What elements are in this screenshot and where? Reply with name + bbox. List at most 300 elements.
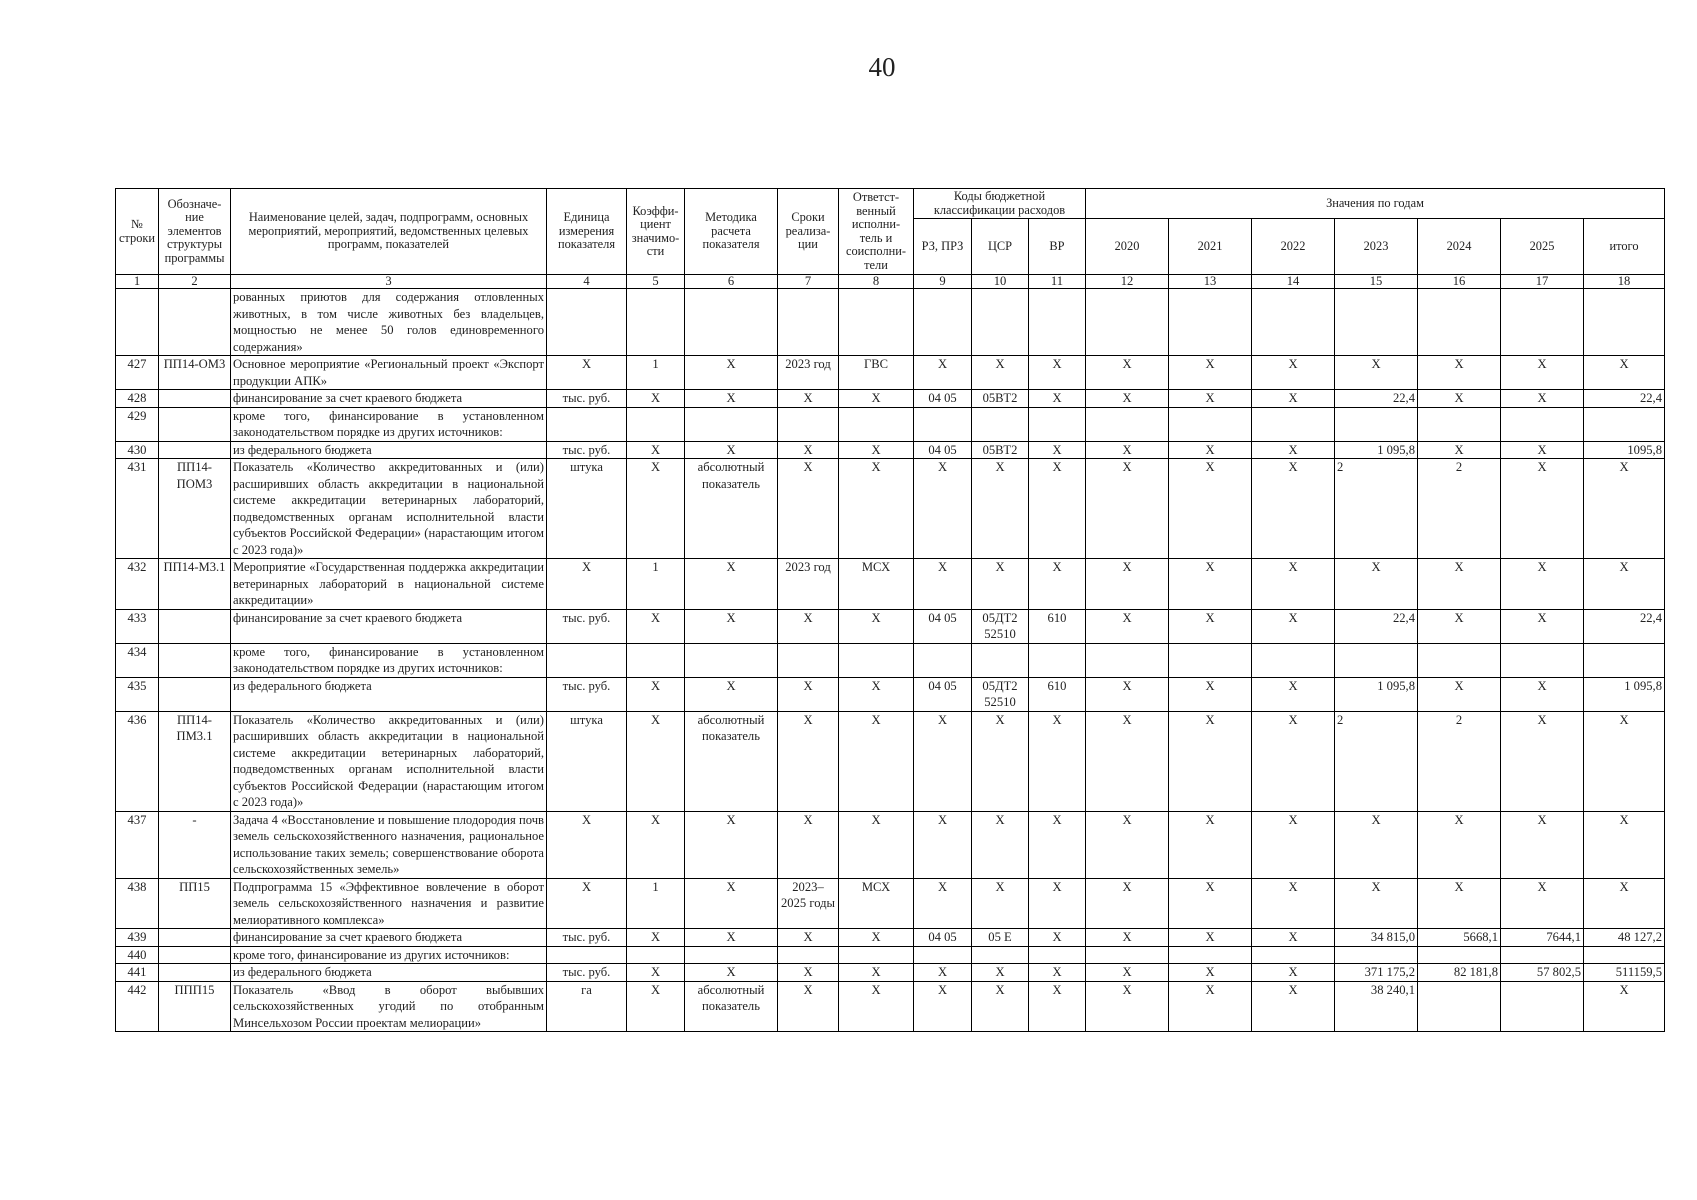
value-total-cell: 48 127,2 [1584,929,1665,947]
vr-cell: Х [1029,929,1086,947]
designation-cell: ПП14-М3.1 [159,559,231,610]
value-2024-cell: Х [1418,559,1501,610]
value-total-cell [1584,946,1665,964]
value-2021-cell [1169,289,1252,356]
value-2021-cell: Х [1169,981,1252,1032]
header-row-no: № строки [116,189,159,275]
header-year-2025: 2025 [1501,219,1584,275]
name-cell: финансирование за счет краевого бюджета [231,609,547,643]
rz-prz-cell: Х [914,981,972,1032]
value-2025-cell: Х [1501,609,1584,643]
csr-cell: Х [972,981,1029,1032]
designation-cell: ПП14-ПМ3.1 [159,711,231,811]
value-2020-cell [1086,643,1169,677]
value-2024-cell: Х [1418,441,1501,459]
value-total-cell: Х [1584,981,1665,1032]
method-cell [685,946,778,964]
value-2025-cell: Х [1501,677,1584,711]
rz-prz-cell: Х [914,878,972,929]
designation-cell [159,441,231,459]
value-total-cell [1584,407,1665,441]
name-cell: Подпрограмма 15 «Эффективное вовлечение в оборот земель сельскохозяйственного назначения и развитие мелиоративного комплекса» [231,878,547,929]
value-2025-cell: 7644,1 [1501,929,1584,947]
table-row [116,643,1665,677]
value-total-cell: 511159,5 [1584,964,1665,982]
value-2022-cell: Х [1252,356,1335,390]
column-numbers-row [116,275,1665,289]
name-cell: кроме того, финансирование в установленном законодательством порядке из других источников: [231,407,547,441]
csr-cell: Х [972,878,1029,929]
table-row [116,559,1665,610]
method-cell [685,289,778,356]
unit-cell: тыс. руб. [547,964,627,982]
value-2025-cell: Х [1501,356,1584,390]
coefficient-cell: Х [627,929,685,947]
responsible-cell: МСХ [839,559,914,610]
csr-cell [972,289,1029,356]
value-2025-cell: Х [1501,441,1584,459]
csr-cell: 05 Е [972,929,1029,947]
terms-cell: Х [778,964,839,982]
coefficient-cell: Х [627,811,685,878]
coefficient-cell: Х [627,609,685,643]
header-year-2021: 2021 [1169,219,1252,275]
header-rz: РЗ, ПРЗ [914,219,972,275]
value-2021-cell: Х [1169,677,1252,711]
row-number-cell: 432 [116,559,159,610]
value-2023-cell [1335,643,1418,677]
value-2023-cell [1335,946,1418,964]
responsible-cell [839,643,914,677]
table-row [116,811,1665,878]
vr-cell: Х [1029,711,1086,811]
vr-cell [1029,643,1086,677]
vr-cell: 610 [1029,677,1086,711]
value-2020-cell: Х [1086,609,1169,643]
table-row [116,964,1665,982]
value-2023-cell: 1 095,8 [1335,677,1418,711]
vr-cell [1029,407,1086,441]
value-2025-cell [1501,643,1584,677]
column-number: 16 [1418,275,1501,289]
name-cell: рованных приютов для содержания отловленных животных, в том числе животных без владельцев, мощностью не менее 50 голов единовременного содержания» [231,289,547,356]
coefficient-cell: Х [627,677,685,711]
terms-cell: Х [778,459,839,559]
row-number-cell: 442 [116,981,159,1032]
value-2021-cell: Х [1169,441,1252,459]
name-cell: Мероприятие «Государственная поддержка аккредитации ветеринарных лабораторий в национальной системе аккредитации» [231,559,547,610]
table-row [116,946,1665,964]
vr-cell: Х [1029,981,1086,1032]
responsible-cell: Х [839,441,914,459]
row-number-cell: 430 [116,441,159,459]
column-number: 4 [547,275,627,289]
value-2021-cell: Х [1169,356,1252,390]
rz-prz-cell: Х [914,459,972,559]
coefficient-cell [627,407,685,441]
header-designation: Обозначе-ние элементов структуры программы [159,189,231,275]
value-2024-cell: 82 181,8 [1418,964,1501,982]
table-row [116,356,1665,390]
rz-prz-cell: Х [914,964,972,982]
unit-cell [547,289,627,356]
unit-cell: Х [547,356,627,390]
value-2022-cell [1252,643,1335,677]
method-cell: Х [685,356,778,390]
terms-cell [778,407,839,441]
designation-cell [159,677,231,711]
value-2024-cell [1418,981,1501,1032]
value-2022-cell: Х [1252,964,1335,982]
designation-cell [159,643,231,677]
value-2024-cell: Х [1418,390,1501,408]
csr-cell: Х [972,711,1029,811]
header-name: Наименование целей, задач, подпрограмм, основных мероприятий, мероприятий, ведомственных целевых программ, показателей [231,189,547,275]
method-cell: Х [685,964,778,982]
terms-cell [778,643,839,677]
value-2023-cell: 22,4 [1335,390,1418,408]
name-cell: кроме того, финансирование в установленном законодательством порядке из других источников: [231,643,547,677]
name-cell: Показатель «Ввод в оборот выбывших сельскохозяйственных угодий по отобранным Минсельхозом России проектам мелиорации» [231,981,547,1032]
designation-cell: ПП14-ОМ3 [159,356,231,390]
csr-cell: Х [972,811,1029,878]
name-cell: из федерального бюджета [231,677,547,711]
column-number: 10 [972,275,1029,289]
value-2020-cell: Х [1086,677,1169,711]
method-cell: абсолютный показатель [685,711,778,811]
unit-cell: Х [547,811,627,878]
name-cell: Основное мероприятие «Региональный проект «Экспорт продукции АПК» [231,356,547,390]
csr-cell: 05ВТ2 [972,441,1029,459]
rz-prz-cell: 04 05 [914,609,972,643]
value-2020-cell: Х [1086,929,1169,947]
column-number: 11 [1029,275,1086,289]
vr-cell: Х [1029,964,1086,982]
value-2022-cell [1252,946,1335,964]
unit-cell: тыс. руб. [547,609,627,643]
value-2024-cell: 2 [1418,711,1501,811]
rz-prz-cell: Х [914,356,972,390]
responsible-cell: Х [839,677,914,711]
value-2020-cell [1086,407,1169,441]
rz-prz-cell: Х [914,559,972,610]
value-total-cell [1584,289,1665,356]
rz-prz-cell: 04 05 [914,390,972,408]
rz-prz-cell: 04 05 [914,441,972,459]
column-number: 7 [778,275,839,289]
terms-cell: Х [778,677,839,711]
value-2023-cell [1335,407,1418,441]
vr-cell [1029,289,1086,356]
coefficient-cell: 1 [627,356,685,390]
value-2023-cell: 1 095,8 [1335,441,1418,459]
name-cell: из федерального бюджета [231,964,547,982]
header-vr: ВР [1029,219,1086,275]
coefficient-cell [627,289,685,356]
unit-cell: тыс. руб. [547,677,627,711]
value-2025-cell [1501,946,1584,964]
value-2021-cell: Х [1169,711,1252,811]
value-total-cell: 22,4 [1584,609,1665,643]
responsible-cell: Х [839,711,914,811]
row-number-cell: 429 [116,407,159,441]
csr-cell: 05ДТ2 52510 [972,677,1029,711]
value-2025-cell: Х [1501,878,1584,929]
table-row [116,929,1665,947]
designation-cell [159,407,231,441]
value-2024-cell [1418,946,1501,964]
program-table [115,188,1665,1032]
row-number-cell: 428 [116,390,159,408]
terms-cell: Х [778,811,839,878]
value-2020-cell [1086,946,1169,964]
coefficient-cell: Х [627,981,685,1032]
value-2024-cell [1418,289,1501,356]
unit-cell: штука [547,711,627,811]
designation-cell: - [159,811,231,878]
column-number: 15 [1335,275,1418,289]
value-2021-cell: Х [1169,929,1252,947]
responsible-cell: Х [839,390,914,408]
value-2021-cell [1169,946,1252,964]
terms-cell [778,289,839,356]
value-total-cell: Х [1584,878,1665,929]
table-row [116,459,1665,559]
row-number-cell: 438 [116,878,159,929]
value-2023-cell: 22,4 [1335,609,1418,643]
rz-prz-cell: Х [914,711,972,811]
header-unit: Единица измерения показателя [547,189,627,275]
unit-cell [547,643,627,677]
table-row [116,441,1665,459]
value-2020-cell: Х [1086,878,1169,929]
row-number-cell: 437 [116,811,159,878]
coefficient-cell: Х [627,441,685,459]
value-2024-cell: Х [1418,356,1501,390]
column-number: 2 [159,275,231,289]
value-2022-cell [1252,407,1335,441]
name-cell: Показатель «Количество аккредитованных и (или) расширивших область аккредитации в национальной системе аккредитации ветеринарных лабораторий, подведомственных органам исполнительной власти субъектов Российской Федерации (нарастающим итогом с 2023 года)» [231,711,547,811]
responsible-cell: Х [839,459,914,559]
column-number: 13 [1169,275,1252,289]
value-total-cell: Х [1584,811,1665,878]
responsible-cell: Х [839,964,914,982]
vr-cell: 610 [1029,609,1086,643]
row-number-cell: 431 [116,459,159,559]
value-2020-cell: Х [1086,964,1169,982]
header-coefficient: Коэффи-циент значимо-сти [627,189,685,275]
value-2024-cell [1418,643,1501,677]
unit-cell: га [547,981,627,1032]
value-2021-cell: Х [1169,559,1252,610]
value-2023-cell: 38 240,1 [1335,981,1418,1032]
method-cell: Х [685,878,778,929]
table-row [116,878,1665,929]
csr-cell: Х [972,964,1029,982]
header-terms: Сроки реализа-ции [778,189,839,275]
designation-cell [159,964,231,982]
csr-cell [972,643,1029,677]
terms-cell: Х [778,390,839,408]
value-2024-cell: 5668,1 [1418,929,1501,947]
unit-cell: Х [547,878,627,929]
column-number: 5 [627,275,685,289]
value-2022-cell: Х [1252,677,1335,711]
value-2024-cell [1418,407,1501,441]
value-2020-cell: Х [1086,459,1169,559]
method-cell: абсолютный показатель [685,459,778,559]
rz-prz-cell [914,643,972,677]
rz-prz-cell [914,407,972,441]
row-number-cell: 436 [116,711,159,811]
header-total: итого [1584,219,1665,275]
unit-cell [547,946,627,964]
header-year-2023: 2023 [1335,219,1418,275]
row-number-cell: 434 [116,643,159,677]
terms-cell: Х [778,441,839,459]
method-cell: Х [685,559,778,610]
value-2022-cell: Х [1252,981,1335,1032]
value-2020-cell: Х [1086,711,1169,811]
value-total-cell: 1095,8 [1584,441,1665,459]
table-row [116,677,1665,711]
value-2022-cell: Х [1252,929,1335,947]
table-row [116,289,1665,356]
value-2023-cell: Х [1335,559,1418,610]
value-total-cell: Х [1584,356,1665,390]
table-body [116,275,1665,1032]
rz-prz-cell [914,289,972,356]
csr-cell [972,946,1029,964]
name-cell: кроме того, финансирование из других источников: [231,946,547,964]
value-total-cell: Х [1584,559,1665,610]
responsible-cell: МСХ [839,878,914,929]
value-2020-cell: Х [1086,811,1169,878]
terms-cell: Х [778,981,839,1032]
value-2025-cell [1501,407,1584,441]
value-2021-cell: Х [1169,390,1252,408]
value-2023-cell: 2 [1335,459,1418,559]
value-2021-cell: Х [1169,964,1252,982]
csr-cell: 05ДТ2 52510 [972,609,1029,643]
responsible-cell [839,946,914,964]
value-2020-cell: Х [1086,559,1169,610]
value-2020-cell: Х [1086,441,1169,459]
column-number: 8 [839,275,914,289]
value-2025-cell: 57 802,5 [1501,964,1584,982]
vr-cell: Х [1029,878,1086,929]
designation-cell [159,929,231,947]
designation-cell [159,390,231,408]
designation-cell: ППП15 [159,981,231,1032]
name-cell: Задача 4 «Восстановление и повышение плодородия почв земель сельскохозяйственного назначения, рациональное использование таких земель; совершенствование оборота сельскохозяйственных земель» [231,811,547,878]
value-2022-cell: Х [1252,441,1335,459]
value-2021-cell: Х [1169,459,1252,559]
value-2022-cell: Х [1252,711,1335,811]
coefficient-cell [627,946,685,964]
value-2023-cell: Х [1335,811,1418,878]
vr-cell: Х [1029,390,1086,408]
value-2021-cell: Х [1169,878,1252,929]
terms-cell: 2023–2025 годы [778,878,839,929]
value-2020-cell: Х [1086,981,1169,1032]
rz-prz-cell: 04 05 [914,929,972,947]
row-number-cell: 427 [116,356,159,390]
table-row [116,711,1665,811]
header-method: Методика расчета показателя [685,189,778,275]
value-2023-cell: Х [1335,356,1418,390]
row-number-cell [116,289,159,356]
value-total-cell: Х [1584,711,1665,811]
value-2023-cell: Х [1335,878,1418,929]
column-number: 12 [1086,275,1169,289]
table-row [116,407,1665,441]
value-2023-cell: 371 175,2 [1335,964,1418,982]
table-row [116,981,1665,1032]
value-total-cell: 1 095,8 [1584,677,1665,711]
row-number-cell: 433 [116,609,159,643]
method-cell: Х [685,677,778,711]
responsible-cell: Х [839,981,914,1032]
rz-prz-cell: 04 05 [914,677,972,711]
row-number-cell: 435 [116,677,159,711]
value-2023-cell: 2 [1335,711,1418,811]
vr-cell: Х [1029,459,1086,559]
value-2021-cell [1169,643,1252,677]
method-cell: Х [685,609,778,643]
column-number: 3 [231,275,547,289]
terms-cell [778,946,839,964]
method-cell: Х [685,390,778,408]
header-csr: ЦСР [972,219,1029,275]
value-2025-cell: Х [1501,459,1584,559]
responsible-cell: ГВС [839,356,914,390]
unit-cell: Х [547,559,627,610]
terms-cell: 2023 год [778,559,839,610]
vr-cell: Х [1029,811,1086,878]
terms-cell: Х [778,609,839,643]
value-2021-cell: Х [1169,811,1252,878]
table-row [116,609,1665,643]
csr-cell: Х [972,356,1029,390]
value-2025-cell [1501,981,1584,1032]
column-number: 14 [1252,275,1335,289]
value-2022-cell [1252,289,1335,356]
responsible-cell: Х [839,811,914,878]
csr-cell: Х [972,559,1029,610]
row-number-cell: 441 [116,964,159,982]
column-number: 6 [685,275,778,289]
page-number: 40 [868,52,896,82]
value-total-cell [1584,643,1665,677]
unit-cell: тыс. руб. [547,390,627,408]
row-number-cell: 439 [116,929,159,947]
method-cell [685,643,778,677]
vr-cell: Х [1029,356,1086,390]
name-cell: финансирование за счет краевого бюджета [231,390,547,408]
value-2021-cell: Х [1169,609,1252,643]
rz-prz-cell [914,946,972,964]
value-total-cell: Х [1584,459,1665,559]
coefficient-cell: Х [627,459,685,559]
name-cell: финансирование за счет краевого бюджета [231,929,547,947]
value-2022-cell: Х [1252,459,1335,559]
value-2025-cell: Х [1501,811,1584,878]
value-2023-cell [1335,289,1418,356]
coefficient-cell: Х [627,964,685,982]
header-budget-codes: Коды бюджетной классификации расходов [914,189,1086,219]
responsible-cell: Х [839,929,914,947]
